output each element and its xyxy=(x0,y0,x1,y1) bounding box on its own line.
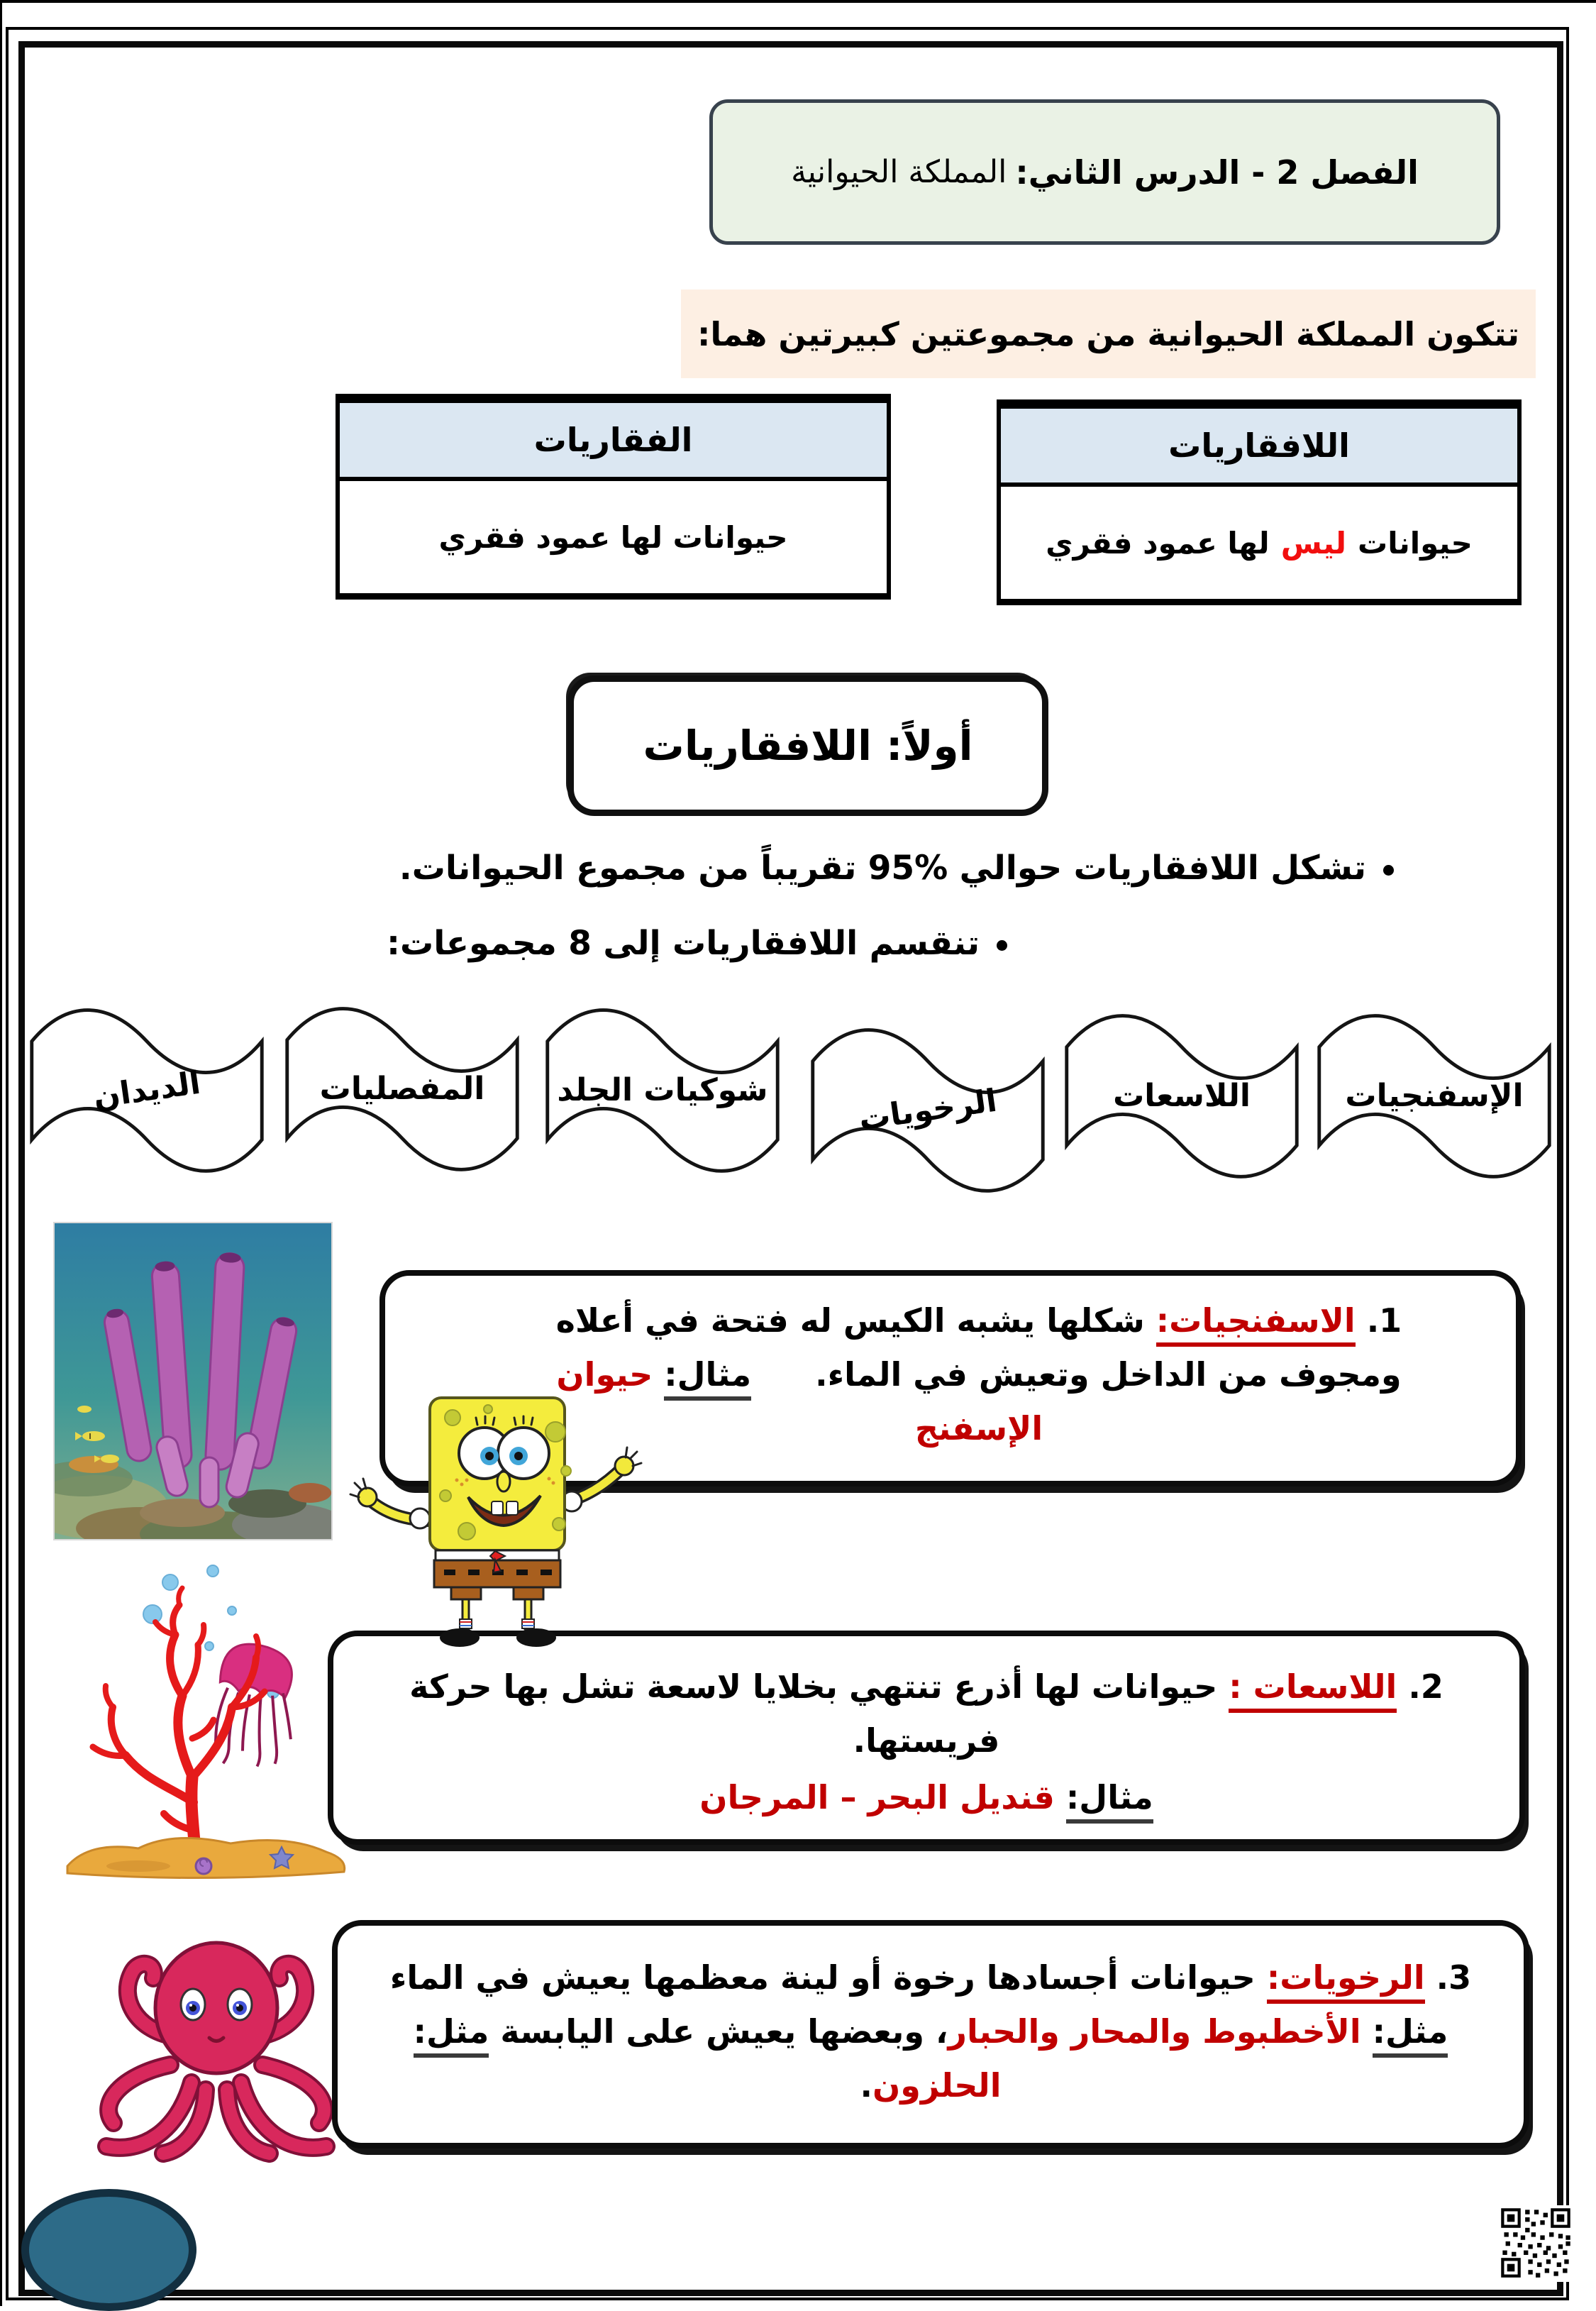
item-text-line xyxy=(376,1660,1477,1768)
item-box-mollusks xyxy=(332,1920,1529,2149)
banner-label: الديدان xyxy=(91,1064,203,1115)
item-box-cnidarians xyxy=(328,1631,1525,1845)
item-number: 3. xyxy=(1436,1958,1472,1997)
bullet-text: تشكل اللافقاريات حوالي %95 تقريباً من مجموع الحيوانات. xyxy=(399,849,1366,888)
example-label: مثال: xyxy=(1066,1778,1153,1824)
banner-echinoderms xyxy=(541,991,785,1189)
example-label: مثل: xyxy=(1373,2012,1448,2058)
vertebrates-header: الفقاريات xyxy=(340,403,887,481)
banner-worms xyxy=(25,991,269,1189)
item-name: اللاسعات : xyxy=(1229,1667,1397,1713)
invert-def-post: لها عمود فقري xyxy=(1046,525,1270,561)
lesson-title-bold: الفصل 2 - الدرس الثاني: xyxy=(1015,153,1419,192)
section-title-box xyxy=(567,675,1048,816)
item-period: . xyxy=(860,2065,873,2105)
item-name: الرخويات: xyxy=(1267,1958,1425,2004)
example-value: الحلزون xyxy=(872,2065,1002,2105)
banner-sponges xyxy=(1312,996,1556,1195)
qr-code xyxy=(1498,2205,1573,2282)
item-description: حيوانات لها أذرع تنتهي بخلايا لاسعة تشل بها حركة فريستها. xyxy=(409,1667,1229,1760)
example-value: قنديل البحر – المرجان xyxy=(699,1777,1066,1816)
example-value: الأخطبوط والمحار والحبار xyxy=(948,2012,1373,2051)
intro-text: تتكون المملكة الحيوانية من مجموعتين كبيرتين هما: xyxy=(697,314,1519,353)
item-middle-text: ، وبعضها يعيش على اليابسة xyxy=(489,2012,948,2051)
bullet-invertebrates-percentage xyxy=(399,849,1394,888)
vertebrates-table xyxy=(336,394,891,600)
underwater-sponge-illustration xyxy=(55,1223,331,1539)
banner-label: اللاسعات xyxy=(1113,1077,1251,1114)
item-number: 2. xyxy=(1408,1667,1443,1706)
invertebrates-header: اللافقاريات xyxy=(1001,409,1517,487)
sponge-photo xyxy=(53,1222,333,1540)
spongebob-illustration xyxy=(346,1382,644,1652)
banner-cnidarians xyxy=(1060,996,1304,1195)
bullet-invertebrates-groups xyxy=(387,924,1007,963)
intro-statement xyxy=(681,289,1536,378)
banner-arthropods xyxy=(280,989,524,1188)
page-number-oval xyxy=(21,2189,196,2311)
banner-label: الرخويات xyxy=(856,1082,999,1137)
banner-label: المفصليات xyxy=(319,1070,485,1107)
example-label: مثال: xyxy=(664,1355,751,1401)
invert-def-pre: حيوانات xyxy=(1358,525,1473,561)
example-value: حيوان الإسفنج xyxy=(556,1355,1043,1447)
item-description: حيوانات أجسادها رخوة أو لينة معظمها يعيش في الماء xyxy=(389,1958,1267,1997)
example-label: مثل: xyxy=(414,2012,489,2058)
bullet-dot-icon xyxy=(997,940,1007,951)
qr-code-icon xyxy=(1498,2205,1573,2280)
coral-jellyfish-icon xyxy=(46,1561,365,1880)
octopus-illustration xyxy=(85,1937,355,2178)
banner-label: الإسفنجيات xyxy=(1345,1077,1524,1114)
spongebob-character-icon xyxy=(346,1382,644,1652)
example-line xyxy=(376,1771,1477,1825)
banner-label: شوكيات الجلد xyxy=(557,1071,768,1108)
item-description: شكلها يشبه الكيس له فتحة في أعلاه ومجوف من الداخل وتعيش في الماء. xyxy=(555,1301,1402,1394)
invertebrates-table xyxy=(997,399,1522,605)
bullet-text: تنقسم اللافقاريات إلى 8 مجموعات: xyxy=(387,924,980,963)
invert-def-negation: ليس xyxy=(1280,525,1347,561)
section-title: أولاً: اللافقاريات xyxy=(643,722,973,770)
item-name: الاسفنجيات: xyxy=(1156,1301,1356,1347)
banner-mollusks xyxy=(806,1010,1050,1209)
octopus-icon xyxy=(85,1937,355,2178)
scan-edge-left xyxy=(0,0,2,2306)
lesson-title-rest: المملكة الحيوانية xyxy=(791,154,1007,190)
invertebrates-definition xyxy=(1001,487,1517,599)
bullet-dot-icon xyxy=(1383,865,1394,876)
vertebrates-definition: حيوانات لها عمود فقري xyxy=(438,519,788,555)
item-number: 1. xyxy=(1366,1301,1402,1340)
scan-edge-top xyxy=(0,0,1596,3)
coral-illustration xyxy=(46,1561,365,1880)
lesson-title-box xyxy=(709,99,1500,245)
